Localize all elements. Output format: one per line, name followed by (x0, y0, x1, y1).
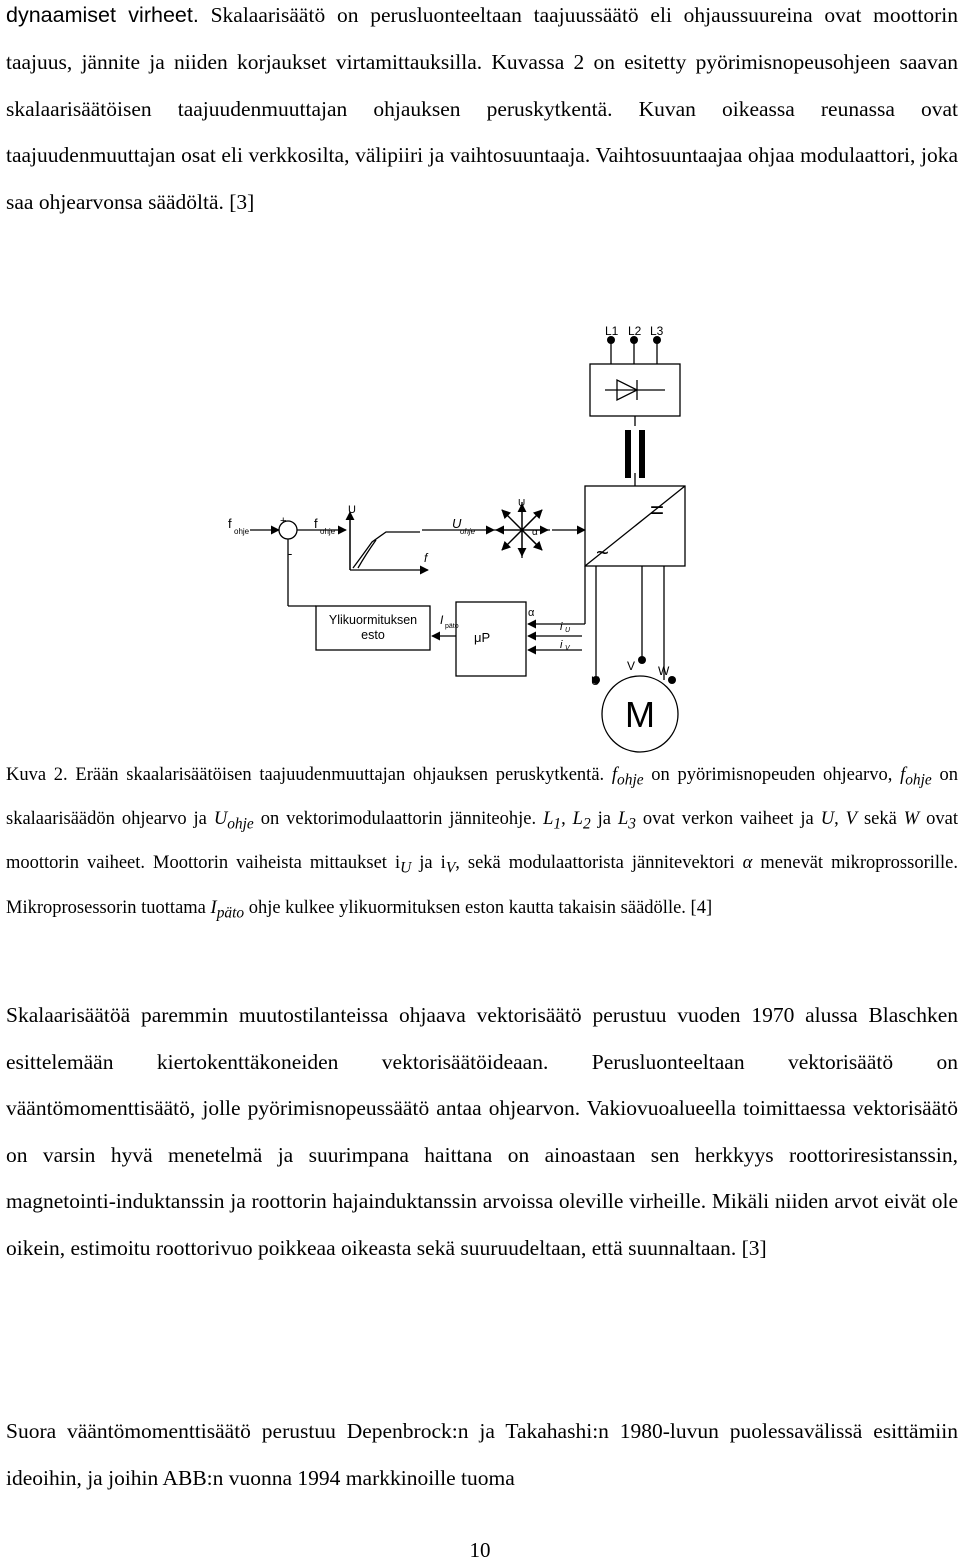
paragraph-intro (6, 0, 958, 226)
paragraph-intro-lead: dynaamiset virheet. (6, 3, 199, 27)
overload-line1: Ylikuormituksen (328, 613, 418, 627)
label-iU: i (560, 621, 563, 633)
microprocessor-box (456, 602, 526, 676)
label-f-ohje-sub: ohje (234, 527, 250, 536)
paragraph-intro-body: Skalaarisäätö on perusluonteeltaan taajuussäätö eli ohjaussuureina ovat moottorin taajuus, jännite ja niiden korjaukset virtamittauksilla. Kuvassa 2 on esitetty pyörimisnopeusohjeen saavan skalaarisäätöisen taajuudenmuuttajan ohjauksen peruskytkentä. Kuvan oikeassa reunassa ovat taajuudenmuuttajan osat eli verkkosilta, välipiiri ja vaihtosuuntaaja. Vaihtosuuntaajaa ohjaa modulaattori, joka saa ohjearvonsa säädöltä. [3] (6, 3, 958, 215)
label-L1: L1 (605, 324, 619, 338)
label-L2: L2 (628, 324, 642, 338)
label-alpha-to-up: α (528, 607, 535, 619)
label-minus: - (288, 546, 293, 561)
label-L3: L3 (650, 324, 664, 338)
label-vector-U: U (518, 498, 526, 509)
paragraph-direct-torque-control: Suora vääntömomenttisäätö perustuu Depenbrock:n ja Takahashi:n 1980-luvun puolessavälissä esittämiin ideoihin, ja joihin ABB:n vuonna 1994 markkinoille tuoma (6, 1419, 958, 1490)
label-phase-V: V (627, 659, 636, 673)
label-iV: i (560, 639, 563, 651)
label-iU-sub: U (565, 627, 571, 634)
overload-line2: esto (361, 628, 385, 642)
label-I-pato-sub: päto (445, 623, 459, 630)
control-circuit-diagram (210, 318, 700, 758)
modulator-vector-star (494, 502, 550, 558)
label-phase-W: W (658, 664, 670, 678)
dc-symbol: = (650, 497, 665, 524)
motor-label: M (625, 694, 655, 735)
label-curve-f: f (424, 551, 428, 565)
label-f2-ohje-sub: ohje (320, 527, 336, 536)
label-f2-ohje: f (314, 516, 318, 531)
label-I-pato: I (440, 613, 444, 627)
label-microprocessor: μP (474, 630, 491, 645)
label-phase-U: U (591, 674, 600, 688)
u-f-curve-block (350, 512, 428, 570)
figure-caption: Kuva 2. Erään skaalarisäätöisen taajuudenmuuttajan ohjauksen peruskytkentä. $f_{ohje}$ on pyörimisnopeuden ohjearvo, $f_{ohje}$ on skalaarisäädön ohjearvo ja $U_{ohje}$ on vektorimodulaattorin jänniteohje. $L_1$, $L_2$ ja $L_3$ ovat verkon vaiheet ja U, V sekä W ovat moottorin vaiheet. Moottorin vaiheista mittaukset $i_U$ ja $i_V$, sekä modulaattorista jännitevektori α menevät mikroprossorille. Mikroprosessorin tuottama $I_{päto}$ ohje kulkee ylikuormituksen eston kautta takaisin säädölle. [4] (6, 765, 959, 922)
label-vector-alpha: α (532, 527, 538, 538)
label-U-ohje: U (452, 516, 462, 531)
paragraph-vector-control: Skalaarisäätöä paremmin muutostilanteissa ohjaava vektorisäätö perustuu vuoden 1970 alussa Blaschken esittelemään kiertokenttäkoneiden vektorisäätöideaan. Perusluonteeltaan vektorisäätö on vääntömomenttisäätö, jolle pyörimisnopeussäätö antaa ohjearvon. Vakiovuoalueella toimittaessa vektorisäätö on varsin hyvä menetelmä ja suurimpana haittana on ainoastaan sen herkkyys roottoriresistanssin, magnetointi-induktanssin ja roottorin hajainduktanssin arvoissa oleville virheille. Mikäli niiden arvot eivät ole oikein, estimoitu roottorivuo poikkeaa oikeasta sekä suuruudeltaan, että suunnaltaan. [3] (6, 1003, 958, 1260)
label-f-ohje: f (228, 516, 232, 531)
page-number: 10 (469, 1538, 491, 1562)
ac-symbol: ~ (596, 540, 609, 565)
label-U-ohje-sub: ohje (460, 527, 476, 536)
label-plus: + (280, 515, 287, 527)
label-curve-U: U (348, 504, 356, 516)
label-iV-sub: V (565, 645, 570, 652)
